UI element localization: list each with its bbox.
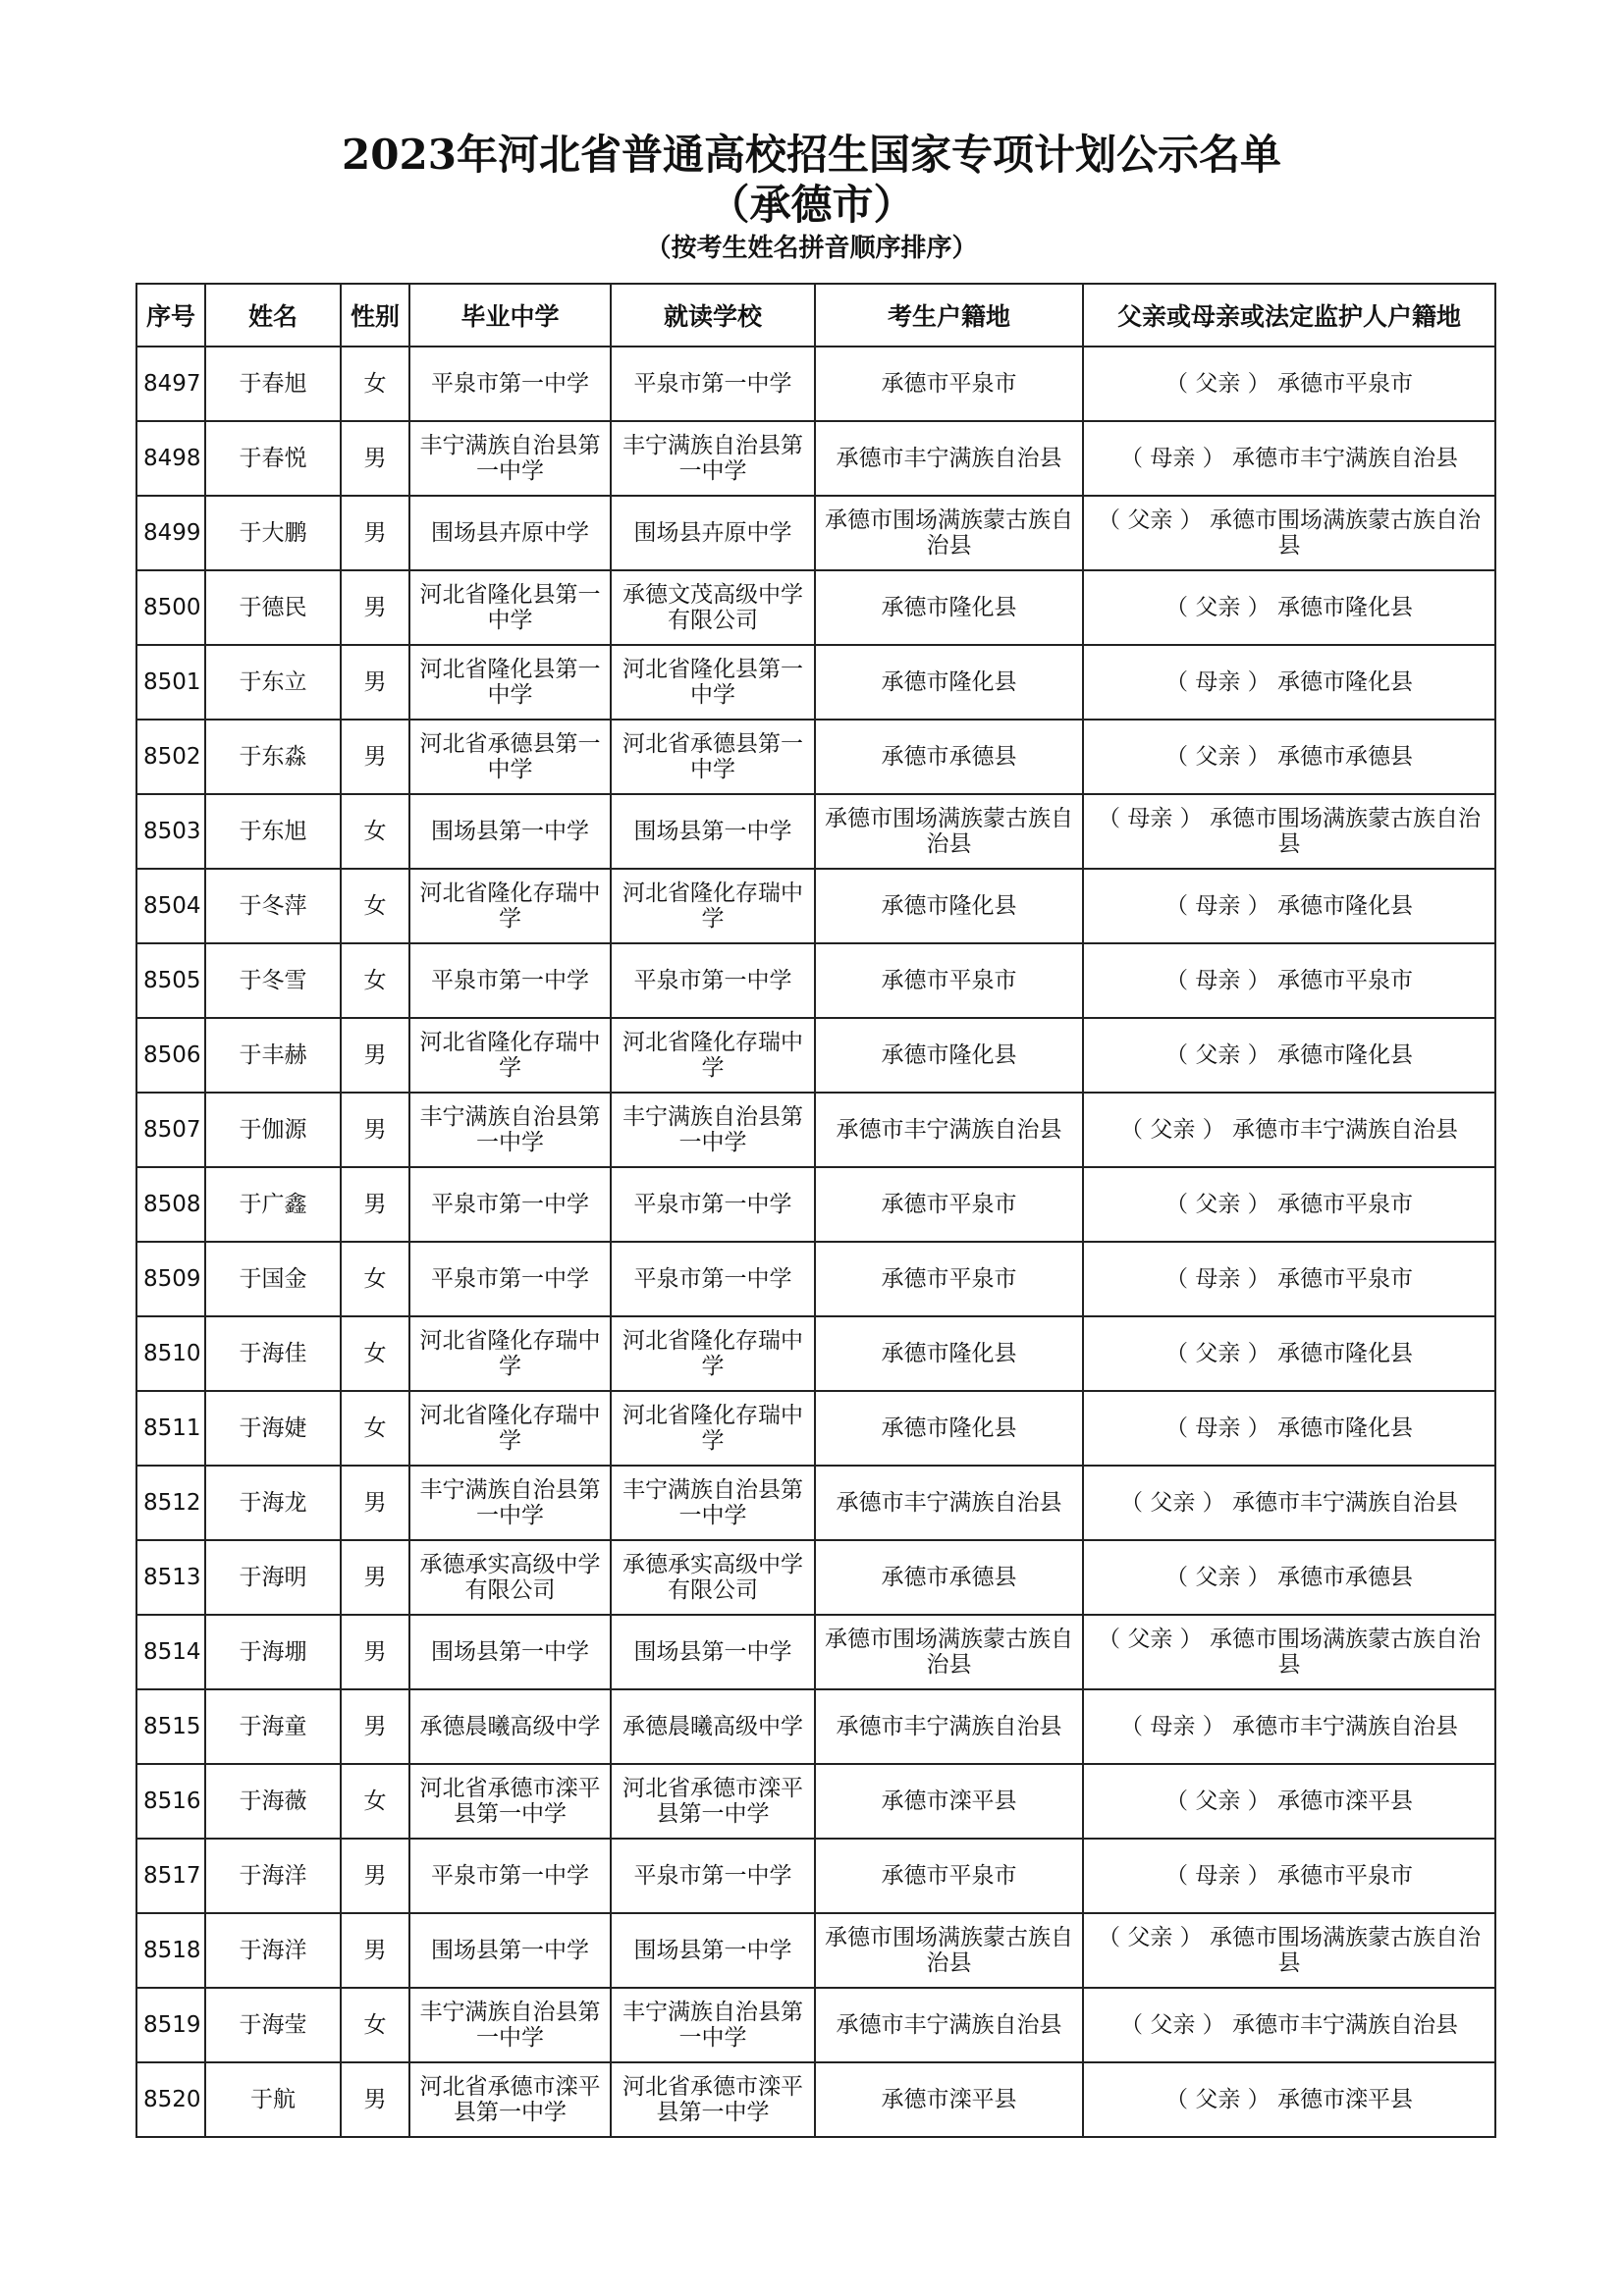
table-row	[136, 347, 1495, 421]
cell-index: 8516	[136, 1764, 205, 1839]
table-row	[136, 1316, 1495, 1391]
cell-household-registration: 承德市丰宁满族自治县	[815, 1689, 1083, 1764]
cell-household-registration: 承德市滦平县	[815, 1764, 1083, 1839]
cell-household-registration: 承德市丰宁满族自治县	[815, 421, 1083, 496]
column-header-current-school: 就读学校	[611, 284, 815, 347]
cell-gender: 女	[341, 794, 409, 869]
cell-household-registration: 承德市平泉市	[815, 347, 1083, 421]
page-subtitle: （承德市）	[708, 181, 915, 229]
column-header-index: 序号	[136, 284, 205, 347]
cell-index: 8503	[136, 794, 205, 869]
table-row	[136, 1018, 1495, 1093]
cell-name: 于春悦	[205, 421, 341, 496]
cell-graduated-school: 丰宁满族自治县第一中学	[409, 421, 611, 496]
cell-guardian-registration: （ 父亲 ） 承德市承德县	[1083, 720, 1495, 794]
table-row	[136, 1540, 1495, 1615]
cell-index: 8512	[136, 1466, 205, 1540]
cell-current-school: 河北省承德市滦平县第一中学	[611, 2062, 815, 2137]
cell-graduated-school: 丰宁满族自治县第一中学	[409, 1988, 611, 2062]
cell-name: 于海薇	[205, 1764, 341, 1839]
cell-index: 8500	[136, 570, 205, 645]
cell-current-school: 河北省隆化存瑞中学	[611, 1018, 815, 1093]
cell-current-school: 平泉市第一中学	[611, 1167, 815, 1242]
cell-graduated-school: 河北省承德市滦平县第一中学	[409, 2062, 611, 2137]
cell-index: 8502	[136, 720, 205, 794]
cell-index: 8514	[136, 1615, 205, 1689]
cell-household-registration: 承德市隆化县	[815, 869, 1083, 943]
table-row	[136, 421, 1495, 496]
cell-current-school: 围场县第一中学	[611, 1913, 815, 1988]
table-row	[136, 2062, 1495, 2137]
cell-index: 8517	[136, 1839, 205, 1913]
cell-current-school: 河北省隆化存瑞中学	[611, 1391, 815, 1466]
cell-household-registration: 承德市隆化县	[815, 645, 1083, 720]
cell-graduated-school: 平泉市第一中学	[409, 1242, 611, 1316]
cell-graduated-school: 围场县第一中学	[409, 1913, 611, 1988]
cell-gender: 女	[341, 1391, 409, 1466]
cell-graduated-school: 丰宁满族自治县第一中学	[409, 1093, 611, 1167]
cell-index: 8498	[136, 421, 205, 496]
table-row	[136, 1689, 1495, 1764]
cell-current-school: 丰宁满族自治县第一中学	[611, 1988, 815, 2062]
column-header-graduated-school: 毕业中学	[409, 284, 611, 347]
table-row	[136, 1839, 1495, 1913]
cell-current-school: 河北省隆化县第一中学	[611, 645, 815, 720]
cell-current-school: 平泉市第一中学	[611, 1242, 815, 1316]
cell-gender: 女	[341, 347, 409, 421]
cell-gender: 男	[341, 496, 409, 570]
table-body	[136, 347, 1495, 2137]
cell-name: 于航	[205, 2062, 341, 2137]
cell-graduated-school: 承德晨曦高级中学	[409, 1689, 611, 1764]
cell-name: 于春旭	[205, 347, 341, 421]
cell-graduated-school: 围场县卉原中学	[409, 496, 611, 570]
cell-graduated-school: 河北省隆化存瑞中学	[409, 869, 611, 943]
table-row	[136, 794, 1495, 869]
table-row	[136, 1913, 1495, 1988]
cell-current-school: 平泉市第一中学	[611, 943, 815, 1018]
cell-current-school: 平泉市第一中学	[611, 347, 815, 421]
cell-graduated-school: 河北省隆化存瑞中学	[409, 1018, 611, 1093]
cell-graduated-school: 平泉市第一中学	[409, 943, 611, 1018]
cell-gender: 男	[341, 1540, 409, 1615]
cell-guardian-registration: （ 母亲 ） 承德市围场满族蒙古族自治县	[1083, 794, 1495, 869]
cell-name: 于东立	[205, 645, 341, 720]
cell-gender: 男	[341, 1689, 409, 1764]
cell-current-school: 承德承实高级中学有限公司	[611, 1540, 815, 1615]
cell-current-school: 承德文茂高级中学有限公司	[611, 570, 815, 645]
table-row	[136, 1242, 1495, 1316]
cell-graduated-school: 围场县第一中学	[409, 794, 611, 869]
cell-index: 8501	[136, 645, 205, 720]
cell-current-school: 围场县第一中学	[611, 1615, 815, 1689]
cell-index: 8507	[136, 1093, 205, 1167]
header-row	[136, 284, 1495, 347]
cell-graduated-school: 河北省隆化县第一中学	[409, 645, 611, 720]
cell-name: 于海童	[205, 1689, 341, 1764]
cell-index: 8519	[136, 1988, 205, 2062]
cell-household-registration: 承德市围场满族蒙古族自治县	[815, 1913, 1083, 1988]
cell-guardian-registration: （ 父亲 ） 承德市丰宁满族自治县	[1083, 1093, 1495, 1167]
cell-gender: 男	[341, 645, 409, 720]
column-header-name: 姓名	[205, 284, 341, 347]
cell-household-registration: 承德市隆化县	[815, 570, 1083, 645]
cell-gender: 男	[341, 1839, 409, 1913]
cell-guardian-registration: （ 母亲 ） 承德市丰宁满族自治县	[1083, 1689, 1495, 1764]
cell-index: 8511	[136, 1391, 205, 1466]
cell-name: 于广鑫	[205, 1167, 341, 1242]
cell-graduated-school: 河北省隆化存瑞中学	[409, 1391, 611, 1466]
sort-note: （按考生姓名拼音顺序排序）	[645, 234, 978, 263]
cell-household-registration: 承德市平泉市	[815, 1242, 1083, 1316]
cell-household-registration: 承德市丰宁满族自治县	[815, 1988, 1083, 2062]
column-header-household-registration: 考生户籍地	[815, 284, 1083, 347]
cell-index: 8497	[136, 347, 205, 421]
table-row	[136, 645, 1495, 720]
cell-guardian-registration: （ 母亲 ） 承德市丰宁满族自治县	[1083, 421, 1495, 496]
cell-gender: 男	[341, 421, 409, 496]
column-header-guardian-registration: 父亲或母亲或法定监护人户籍地	[1083, 284, 1495, 347]
cell-gender: 男	[341, 1167, 409, 1242]
cell-name: 于东旭	[205, 794, 341, 869]
table-row	[136, 496, 1495, 570]
cell-household-registration: 承德市平泉市	[815, 943, 1083, 1018]
table-row	[136, 943, 1495, 1018]
cell-graduated-school: 河北省隆化存瑞中学	[409, 1316, 611, 1391]
cell-household-registration: 承德市承德县	[815, 720, 1083, 794]
cell-gender: 女	[341, 1316, 409, 1391]
cell-guardian-registration: （ 父亲 ） 承德市围场满族蒙古族自治县	[1083, 1615, 1495, 1689]
cell-name: 于海莹	[205, 1988, 341, 2062]
cell-current-school: 丰宁满族自治县第一中学	[611, 1093, 815, 1167]
cell-household-registration: 承德市承德县	[815, 1540, 1083, 1615]
cell-guardian-registration: （ 父亲 ） 承德市承德县	[1083, 1540, 1495, 1615]
table-row	[136, 720, 1495, 794]
cell-gender: 女	[341, 1242, 409, 1316]
cell-household-registration: 承德市围场满族蒙古族自治县	[815, 496, 1083, 570]
cell-current-school: 丰宁满族自治县第一中学	[611, 1466, 815, 1540]
cell-name: 于海婕	[205, 1391, 341, 1466]
cell-guardian-registration: （ 父亲 ） 承德市围场满族蒙古族自治县	[1083, 1913, 1495, 1988]
cell-index: 8508	[136, 1167, 205, 1242]
cell-name: 于海明	[205, 1540, 341, 1615]
cell-guardian-registration: （ 母亲 ） 承德市平泉市	[1083, 1242, 1495, 1316]
cell-household-registration: 承德市围场满族蒙古族自治县	[815, 794, 1083, 869]
cell-guardian-registration: （ 父亲 ） 承德市围场满族蒙古族自治县	[1083, 496, 1495, 570]
cell-gender: 女	[341, 1988, 409, 2062]
cell-guardian-registration: （ 母亲 ） 承德市隆化县	[1083, 869, 1495, 943]
cell-index: 8515	[136, 1689, 205, 1764]
table-row	[136, 869, 1495, 943]
cell-household-registration: 承德市隆化县	[815, 1316, 1083, 1391]
cell-guardian-registration: （ 母亲 ） 承德市平泉市	[1083, 943, 1495, 1018]
cell-graduated-school: 河北省承德市滦平县第一中学	[409, 1764, 611, 1839]
cell-gender: 女	[341, 869, 409, 943]
table-row	[136, 1764, 1495, 1839]
table-row	[136, 1093, 1495, 1167]
cell-name: 于国金	[205, 1242, 341, 1316]
cell-name: 于伽源	[205, 1093, 341, 1167]
table-row	[136, 1988, 1495, 2062]
cell-graduated-school: 河北省承德县第一中学	[409, 720, 611, 794]
cell-graduated-school: 平泉市第一中学	[409, 1167, 611, 1242]
cell-guardian-registration: （ 父亲 ） 承德市丰宁满族自治县	[1083, 1988, 1495, 2062]
cell-gender: 男	[341, 1913, 409, 1988]
cell-index: 8505	[136, 943, 205, 1018]
table-row	[136, 1466, 1495, 1540]
cell-name: 于冬雪	[205, 943, 341, 1018]
cell-guardian-registration: （ 父亲 ） 承德市丰宁满族自治县	[1083, 1466, 1495, 1540]
cell-household-registration: 承德市隆化县	[815, 1018, 1083, 1093]
cell-index: 8509	[136, 1242, 205, 1316]
cell-guardian-registration: （ 母亲 ） 承德市平泉市	[1083, 1839, 1495, 1913]
cell-graduated-school: 围场县第一中学	[409, 1615, 611, 1689]
cell-index: 8513	[136, 1540, 205, 1615]
cell-household-registration: 承德市丰宁满族自治县	[815, 1466, 1083, 1540]
cell-gender: 男	[341, 1615, 409, 1689]
cell-index: 8518	[136, 1913, 205, 1988]
cell-gender: 男	[341, 1466, 409, 1540]
cell-guardian-registration: （ 母亲 ） 承德市隆化县	[1083, 645, 1495, 720]
table-row	[136, 1167, 1495, 1242]
cell-household-registration: 承德市平泉市	[815, 1839, 1083, 1913]
candidate-table	[135, 283, 1496, 2138]
cell-current-school: 围场县第一中学	[611, 794, 815, 869]
cell-gender: 女	[341, 943, 409, 1018]
cell-current-school: 河北省隆化存瑞中学	[611, 869, 815, 943]
table-row	[136, 1391, 1495, 1466]
cell-name: 于东淼	[205, 720, 341, 794]
cell-graduated-school: 平泉市第一中学	[409, 1839, 611, 1913]
cell-name: 于海洋	[205, 1839, 341, 1913]
cell-name: 于大鹏	[205, 496, 341, 570]
cell-index: 8504	[136, 869, 205, 943]
cell-guardian-registration: （ 父亲 ） 承德市隆化县	[1083, 1316, 1495, 1391]
cell-current-school: 河北省承德市滦平县第一中学	[611, 1764, 815, 1839]
cell-household-registration: 承德市滦平县	[815, 2062, 1083, 2137]
cell-name: 于海佳	[205, 1316, 341, 1391]
cell-household-registration: 承德市隆化县	[815, 1391, 1083, 1466]
cell-graduated-school: 承德承实高级中学有限公司	[409, 1540, 611, 1615]
cell-name: 于海堋	[205, 1615, 341, 1689]
cell-name: 于海洋	[205, 1913, 341, 1988]
cell-guardian-registration: （ 母亲 ） 承德市隆化县	[1083, 1391, 1495, 1466]
cell-name: 于海龙	[205, 1466, 341, 1540]
cell-gender: 男	[341, 720, 409, 794]
cell-guardian-registration: （ 父亲 ） 承德市平泉市	[1083, 347, 1495, 421]
cell-index: 8510	[136, 1316, 205, 1391]
cell-current-school: 围场县卉原中学	[611, 496, 815, 570]
column-header-gender: 性别	[341, 284, 409, 347]
cell-index: 8499	[136, 496, 205, 570]
cell-name: 于冬萍	[205, 869, 341, 943]
page-title: 2023年河北省普通高校招生国家专项计划公示名单	[342, 131, 1281, 179]
cell-household-registration: 承德市围场满族蒙古族自治县	[815, 1615, 1083, 1689]
cell-guardian-registration: （ 父亲 ） 承德市隆化县	[1083, 1018, 1495, 1093]
cell-current-school: 平泉市第一中学	[611, 1839, 815, 1913]
cell-graduated-school: 河北省隆化县第一中学	[409, 570, 611, 645]
cell-index: 8506	[136, 1018, 205, 1093]
cell-gender: 男	[341, 1018, 409, 1093]
cell-household-registration: 承德市丰宁满族自治县	[815, 1093, 1083, 1167]
cell-guardian-registration: （ 父亲 ） 承德市隆化县	[1083, 570, 1495, 645]
cell-gender: 男	[341, 570, 409, 645]
cell-graduated-school: 平泉市第一中学	[409, 347, 611, 421]
cell-current-school: 河北省承德县第一中学	[611, 720, 815, 794]
cell-index: 8520	[136, 2062, 205, 2137]
table-row	[136, 1615, 1495, 1689]
cell-graduated-school: 丰宁满族自治县第一中学	[409, 1466, 611, 1540]
cell-current-school: 河北省隆化存瑞中学	[611, 1316, 815, 1391]
cell-name: 于丰赫	[205, 1018, 341, 1093]
cell-name: 于德民	[205, 570, 341, 645]
table-row	[136, 570, 1495, 645]
cell-current-school: 承德晨曦高级中学	[611, 1689, 815, 1764]
cell-current-school: 丰宁满族自治县第一中学	[611, 421, 815, 496]
cell-gender: 男	[341, 2062, 409, 2137]
cell-gender: 男	[341, 1093, 409, 1167]
cell-guardian-registration: （ 父亲 ） 承德市平泉市	[1083, 1167, 1495, 1242]
cell-guardian-registration: （ 父亲 ） 承德市滦平县	[1083, 2062, 1495, 2137]
cell-guardian-registration: （ 父亲 ） 承德市滦平县	[1083, 1764, 1495, 1839]
cell-household-registration: 承德市平泉市	[815, 1167, 1083, 1242]
cell-gender: 女	[341, 1764, 409, 1839]
